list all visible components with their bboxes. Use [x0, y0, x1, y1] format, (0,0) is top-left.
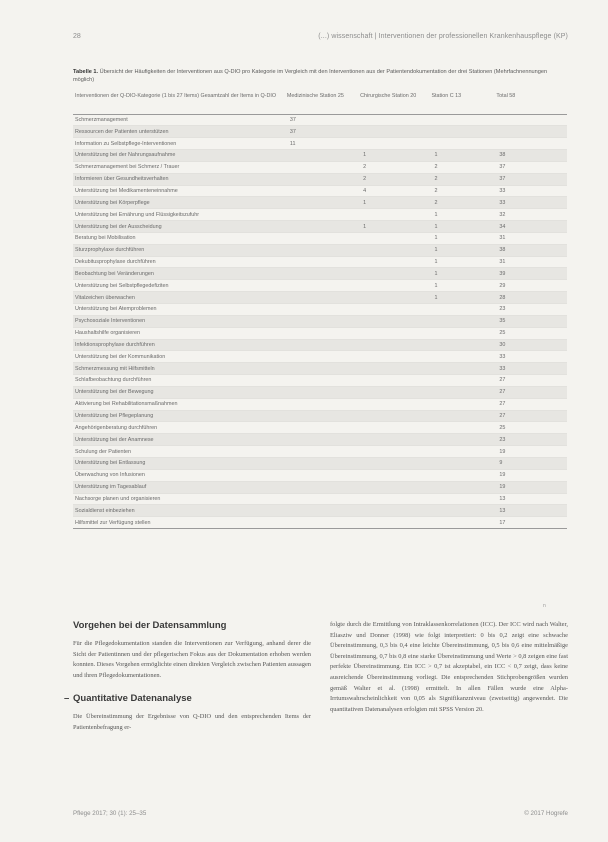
table-cell-value: 13 [496, 493, 567, 505]
page-number: 28 [73, 33, 81, 40]
table-row [73, 446, 567, 458]
table-row [73, 221, 567, 233]
table-cell-value: 23 [496, 434, 567, 446]
table-row [73, 327, 567, 339]
table-cell-value: 1 [431, 221, 496, 233]
table-cell-value: 1 [431, 280, 496, 292]
table-cell-value [287, 386, 360, 398]
section-title-data-collection: Vorgehen bei der Datensammlung [73, 620, 227, 631]
table-cell-value: 37 [287, 114, 360, 126]
table-cell-value: 1 [360, 221, 431, 233]
table-cell-value [431, 126, 496, 138]
table-cell-value: 27 [496, 398, 567, 410]
table-header-col3: Station C 13 [431, 93, 462, 99]
table-cell-value [360, 410, 431, 422]
table-row [73, 386, 567, 398]
table-cell-value: 1 [431, 292, 496, 304]
table-cell-value [431, 351, 496, 363]
table-cell-label: Unterstützung bei Atemproblemen [73, 304, 287, 316]
table-cell-value: 9 [496, 457, 567, 469]
table-cell-value: 25 [496, 327, 567, 339]
table-cell-value: 1 [431, 209, 496, 221]
table-row [73, 292, 567, 304]
footer-citation: Pflege 2017; 30 (1): 25–35 [73, 810, 147, 817]
table-cell-value: 2 [431, 161, 496, 173]
table-cell-value: 37 [496, 173, 567, 185]
table-cell-label: Unterstützung bei Pflegeplanung [73, 410, 287, 422]
table-row [73, 410, 567, 422]
table-row [73, 150, 567, 162]
table-cell-label: Unterstützung bei der Ausscheidung [73, 221, 287, 233]
table-cell-label: Unterstützung bei Entlassung [73, 457, 287, 469]
table-cell-value: 1 [431, 232, 496, 244]
table-cell-label: Schlafbeobachtung durchführen [73, 375, 287, 387]
table-cell-value [287, 268, 360, 280]
table-cell-value [360, 138, 431, 150]
table-row [73, 493, 567, 505]
table-cell-value: 29 [496, 280, 567, 292]
table-cell-value: 33 [496, 197, 567, 209]
table-cell-value: 38 [496, 244, 567, 256]
section-title-quantitative [64, 693, 311, 705]
table-cell-value [360, 280, 431, 292]
table-header-row [73, 90, 567, 114]
table-cell-value [287, 221, 360, 233]
table-cell-value: 32 [496, 209, 567, 221]
table-cell-value: 27 [496, 410, 567, 422]
table-row [73, 209, 567, 221]
footer-copyright: © 2017 Hogrefe [524, 810, 568, 817]
table-cell-value [287, 185, 360, 197]
table-cell-value [431, 481, 496, 493]
table-cell-value [287, 173, 360, 185]
table-row [73, 457, 567, 469]
table-row [73, 434, 567, 446]
table-cell-value: 11 [287, 138, 360, 150]
table-cell-label: Überwachung von Infusionen [73, 469, 287, 481]
table-row [73, 268, 567, 280]
table-cell-value [360, 493, 431, 505]
table-cell-value [287, 280, 360, 292]
table-cell-label: Unterstützung bei der Nahrungsaufnahme [73, 150, 287, 162]
table-cell-value [360, 422, 431, 434]
table-cell-value [287, 150, 360, 162]
table-row [73, 114, 567, 126]
table-cell-value [287, 244, 360, 256]
table-cell-value [360, 434, 431, 446]
table-cell-value [360, 339, 431, 351]
table-body [73, 114, 567, 529]
table-caption [73, 68, 568, 84]
table-cell-label: Unterstützung bei der Bewegung [73, 386, 287, 398]
table-cell-value [287, 469, 360, 481]
table-cell-label: Infektionsprophylaxe durchführen [73, 339, 287, 351]
table-cell-value: 4 [360, 185, 431, 197]
table-cell-value [360, 327, 431, 339]
table-cell-label: Unterstützung im Tagesablauf [73, 481, 287, 493]
table-cell-value: 33 [496, 185, 567, 197]
table-cell-value [287, 209, 360, 221]
table-cell-value [431, 363, 496, 375]
table-cell-value [431, 315, 496, 327]
table-row [73, 517, 567, 529]
table-row [73, 481, 567, 493]
table-cell-value [287, 398, 360, 410]
table-cell-value [360, 209, 431, 221]
table-cell-value [496, 126, 567, 138]
table-cell-value [360, 386, 431, 398]
table-cell-value: 23 [496, 304, 567, 316]
table-cell-label: Beobachtung bei Veränderungen [73, 268, 287, 280]
table-cell-value [431, 386, 496, 398]
table-cell-value [360, 304, 431, 316]
table-cell-label: Schmerzmanagement [73, 114, 287, 126]
table-cell-value [287, 422, 360, 434]
table-cell-value: 2 [431, 197, 496, 209]
table-cell-label: Aktivierung bei Rehabilitationsmaßnahmen [73, 398, 287, 410]
table-caption-label: Tabelle 1. [73, 69, 99, 75]
table-cell-value [287, 481, 360, 493]
table-cell-value [360, 351, 431, 363]
table-row [73, 280, 567, 292]
table-row [73, 363, 567, 375]
table-cell-value: 1 [431, 256, 496, 268]
table-cell-value [431, 375, 496, 387]
table-cell-value [431, 398, 496, 410]
left-column [64, 620, 311, 734]
table-cell-value: 2 [431, 173, 496, 185]
right-column [330, 620, 568, 715]
table-cell-label: Beratung bei Mobilisation [73, 232, 287, 244]
table-cell-value: 1 [431, 268, 496, 280]
table-header-col4: Total 58 [496, 93, 516, 99]
table-header-col2: Chirurgische Station 20 [360, 93, 417, 99]
table-cell-label: Sozialdienst einbeziehen [73, 505, 287, 517]
interventions-table [73, 90, 567, 529]
table-cell-value [431, 422, 496, 434]
table-cell-label: Vitalzeichen überwachen [73, 292, 287, 304]
table-cell-value: 1 [431, 244, 496, 256]
table-cell-value: 37 [496, 161, 567, 173]
table-cell-value: 31 [496, 232, 567, 244]
table-header-category: Interventionen der Q-DIO-Kategorie (1 bis 27 Items) Gesamtzahl der Items in Q-DIO [75, 93, 277, 99]
table-cell-value [431, 339, 496, 351]
table-cell-label: Angehörigenberatung durchführen [73, 422, 287, 434]
table-cell-value: 27 [496, 386, 567, 398]
table-cell-value [496, 114, 567, 126]
table-cell-label: Nachsorge planen und organisieren [73, 493, 287, 505]
table-cell-label: Information zu Selbstpflege-Interventionen [73, 138, 287, 150]
table-cell-value [431, 469, 496, 481]
table-cell-label: Unterstützung bei Körperpflege [73, 197, 287, 209]
table-cell-value [360, 292, 431, 304]
table-row [73, 375, 567, 387]
table-cell-label: Hilfsmittel zur Verfügung stellen [73, 517, 287, 529]
table-cell-value [360, 481, 431, 493]
table-cell-value [287, 375, 360, 387]
table-cell-value [287, 363, 360, 375]
table-cell-label: Unterstützung bei Ernährung und Flüssigkeitszufuhr [73, 209, 287, 221]
table-cell-label: Ressourcen der Patienten unterstützen [73, 126, 287, 138]
table-cell-value: 33 [496, 363, 567, 375]
table-cell-value: 39 [496, 268, 567, 280]
table-cell-value: 19 [496, 469, 567, 481]
table-row [73, 126, 567, 138]
table-row [73, 138, 567, 150]
table-cell-value: 31 [496, 256, 567, 268]
table-cell-value [360, 505, 431, 517]
table-cell-label: Schulung der Patienten [73, 446, 287, 458]
table-cell-label: Dekubitusprophylaxe durchführen [73, 256, 287, 268]
table-cell-value [360, 114, 431, 126]
table-cell-value [287, 517, 360, 529]
table-cell-value [360, 457, 431, 469]
table-row [73, 351, 567, 363]
table-cell-value: 27 [496, 375, 567, 387]
table-cell-value [431, 138, 496, 150]
table-cell-value [287, 161, 360, 173]
table-cell-value [287, 315, 360, 327]
table-cell-value [287, 339, 360, 351]
table-cell-value [287, 446, 360, 458]
table-cell-label: Schmerzmanagement bei Schmerz / Trauer [73, 161, 287, 173]
table-cell-value [360, 469, 431, 481]
table-cell-label: Unterstützung bei der Kommunikation [73, 351, 287, 363]
table-cell-value [431, 493, 496, 505]
table-cell-value [431, 434, 496, 446]
table-row [73, 185, 567, 197]
table-cell-value: 2 [360, 173, 431, 185]
table-cell-value [287, 505, 360, 517]
table-cell-value [360, 126, 431, 138]
table-row [73, 469, 567, 481]
table-cell-value: 13 [496, 505, 567, 517]
table-cell-value [431, 505, 496, 517]
table-cell-label: Unterstützung bei Medikamenteneinnahme [73, 185, 287, 197]
table-cell-value [496, 138, 567, 150]
section-text-data-collection: Für die Pflegedokumentation standen die Interventionen zur Verfügung, anhand derer die Sicht der Patientinnen und der pflegerischen Fokus aus der Dokumentation erhoben werden konnten. Dieses Vorgehen ermöglichte einen direkten Vergleich zwischen Patienten aussagen und ihren Pflegedokumentationen. [73, 640, 311, 679]
table-row [73, 256, 567, 268]
table-cell-value [287, 434, 360, 446]
table-cell-value: 17 [496, 517, 567, 529]
table-cell-value [360, 375, 431, 387]
table-cell-value [287, 457, 360, 469]
table-cell-value: 33 [496, 351, 567, 363]
table-row [73, 244, 567, 256]
table-cell-value [431, 446, 496, 458]
table-cell-value [360, 315, 431, 327]
table-cell-value [360, 446, 431, 458]
table-cell-label: Informieren über Gesundheitsverhalten [73, 173, 287, 185]
table-row [73, 398, 567, 410]
table-cell-value [360, 363, 431, 375]
table-cell-value [431, 327, 496, 339]
table-cell-value [287, 351, 360, 363]
table-cell-label: Unterstützung bei der Anamnese [73, 434, 287, 446]
table-row [73, 232, 567, 244]
table-cell-value: 28 [496, 292, 567, 304]
table-cell-value [287, 410, 360, 422]
table-cell-value: 37 [287, 126, 360, 138]
table-cell-value [360, 256, 431, 268]
table-cell-value: 1 [360, 197, 431, 209]
table-cell-value [360, 517, 431, 529]
table-row [73, 173, 567, 185]
section-title-quantitative-text: Quantitative Datenanalyse [73, 693, 192, 705]
table-cell-label: Haushaltshilfe organisieren [73, 327, 287, 339]
table-cell-value: 2 [360, 161, 431, 173]
section-text-quantitative: Die Übereinstimmung der Ergebnisse von Q-DIO und den entsprechenden Items der Patientenbefragung er- [73, 713, 311, 731]
table-cell-value: 19 [496, 481, 567, 493]
table-cell-value: 38 [496, 150, 567, 162]
table-cell-value [431, 457, 496, 469]
table-cell-value [287, 304, 360, 316]
table-cell-value: 25 [496, 422, 567, 434]
table-cell-value [287, 197, 360, 209]
table-row [73, 161, 567, 173]
table-cell-value: 1 [431, 150, 496, 162]
table-caption-text: Übersicht der Häufigkeiten der Interventionen aus Q-DIO pro Kategorie im Vergleich mit den Interventionen aus der Patientendokumentation der drei Stationen (Mehrfachnennungen möglich) [73, 69, 548, 83]
table-row [73, 315, 567, 327]
table-cell-value: 2 [431, 185, 496, 197]
section-marker-icon: – [64, 693, 70, 705]
running-title: (...) wissenschaft | Interventionen der professionellen Krankenhauspflege (KP) [318, 33, 568, 40]
table-cell-label: Psychosoziale Interventionen [73, 315, 287, 327]
table-row [73, 339, 567, 351]
table-cell-value [287, 327, 360, 339]
table-cell-value [431, 410, 496, 422]
table-cell-value: 35 [496, 315, 567, 327]
table-row [73, 304, 567, 316]
running-header [73, 33, 568, 45]
table-cell-label: Schmerzmessung mit Hilfsmitteln [73, 363, 287, 375]
table-cell-value: 30 [496, 339, 567, 351]
table-cell-value [431, 517, 496, 529]
table-cell-value [360, 244, 431, 256]
table-cell-value [431, 304, 496, 316]
section-text-continued: folgte durch die Ermittlung von Intraklassenkorrelationen (ICC). Der ICC wird nach Walter, Eliasziw und Donner (1998) wie folgt interpretiert: 0 bis 0,2 zeigt eine schwache Übereinstimmung, 0,3 bis 0,4 eine leichte Übereinstimmung, 0,5 bis 0,6 eine mittelmäßige Übereinstimmung, 0,7 bis 0,8 eine starke Übereinstimmung und Werte > 0,8 zeigen eine fast perfekte Übereinstimmung. Ein ICC > 0,7 ist akzeptabel, ein ICC < 0,7 zeigt, dass keine ausreichende Übereinstimmung vorliegt. Die entsprechenden Stichprobengrößen wurden gemäß Walter et al. (1998) ermittelt. In allen Fällen wurde eine Alpha-Irrtumswahrscheinlichkeit von 0,05 als Signifikanzniveau (zweiseitig) angewendet. Die quantitativen Datenanalysen erfolgten mit SPSS Version 20. [330, 621, 568, 713]
table-cell-value: 1 [360, 150, 431, 162]
table-row [73, 505, 567, 517]
table-cell-value [360, 232, 431, 244]
table-cell-value [287, 493, 360, 505]
table-cell-value [287, 256, 360, 268]
table-row [73, 197, 567, 209]
table-cell-value: 34 [496, 221, 567, 233]
table-cell-label: Sturzprophylaxe durchführen [73, 244, 287, 256]
table-cell-value [287, 292, 360, 304]
table-header-col1: Medizinische Station 25 [286, 93, 344, 99]
table-cell-value [431, 114, 496, 126]
table-cell-value [360, 268, 431, 280]
table-cell-label: Unterstützung bei Selbstpflegedefiziten [73, 280, 287, 292]
table-cell-value [287, 232, 360, 244]
table-cell-value: 19 [496, 446, 567, 458]
table-cell-value [360, 398, 431, 410]
table-row [73, 422, 567, 434]
table-footnote: n [543, 603, 546, 609]
